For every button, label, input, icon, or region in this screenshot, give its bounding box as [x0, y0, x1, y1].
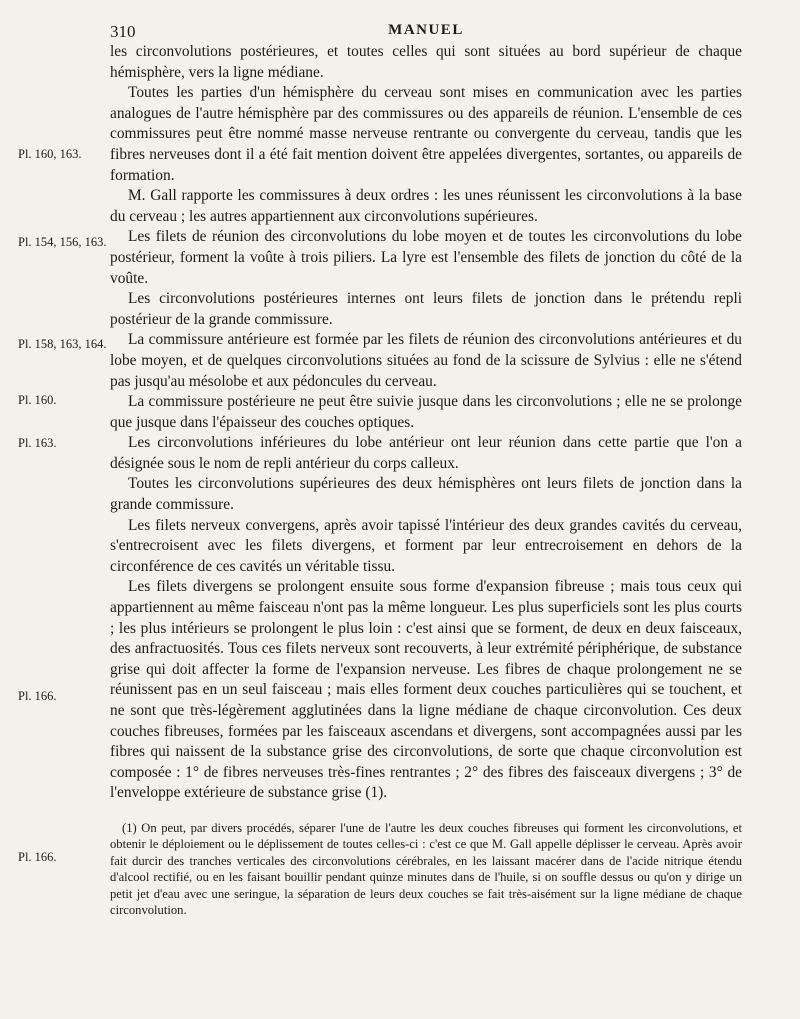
margin-note: Pl. 160. — [18, 393, 57, 407]
paragraph: Les filets nerveux convergens, après avoir tapissé l'intérieur des deux grandes cavités du cerveau, s'entrecroisent avec les filets divergens, et forment par leur entrecroisement en dehors de la circonférence de ces cavités un véritable tissu. — [110, 516, 742, 575]
paragraph: M. Gall rapporte les commissures à deux ordres : les unes réunissent les circonvolutions à la base du cerveau ; les autres appartiennent aux circonvolutions supérieures. — [110, 187, 742, 225]
margin-note: Pl. 163. — [18, 436, 57, 450]
running-title: MANUEL — [388, 22, 464, 38]
paragraph: les circonvolutions postérieures, et toutes celles qui sont situées au bord supérieur de chaque hémisphère, vers la ligne médiane. — [110, 43, 742, 81]
paragraph: La commissure postérieure ne peut être suivie jusque dans les circonvolutions ; elle ne se prolonge que jusque dans l'épaisseur des couches optiques. — [110, 393, 742, 431]
paragraph: Toutes les parties d'un hémisphère du cerveau sont mises en communication avec les parties analogues de l'autre hémisphère par des commissures ou des appareils de réunion. L'ensemble de ces commissures peut être nommé masse nerveuse rentrante ou convergente du cerveau, tandis que les fibres nerveuses dont il a été fait mention doivent être appelées divergentes, sortantes, ou appareils de formation. — [110, 84, 742, 184]
paragraph: Les filets de réunion des circonvolutions du lobe moyen et de toutes les circonvolutions du lobe postérieur, forment la voûte à trois piliers. La lyre est l'ensemble des filets de jonction du côté de la voûte. — [110, 228, 742, 287]
margin-note: Pl. 160, 163. — [18, 147, 82, 161]
paragraph: Les circonvolutions postérieures internes ont leurs filets de jonction dans le prétendu repli postérieur de la grande commissure. — [110, 290, 742, 328]
paragraph: Les filets divergens se prolongent ensuite sous forme d'expansion fibreuse ; mais tous ceux qui appartiennent au même faisceau n'ont pas la même longueur. Les plus superficiels sont les plus courts ; les plus intérieurs se prolongent le plus loin : c'est ainsi que se forment, de deux en deux faisceaux, des anfractuosités. Tous ces filets nerveux sont recouverts, à leur extrémité périphérique, de substance grise qui doit affecter la forme de l'expansion nerveuse. Les fibres de chaque prolongement ne se réunissent pas en un seul faisceau ; mais elles forment deux couches particulières qui se touchent, et ne sont que très-légèrement agglutinées dans la ligne médiane de chaque circonvolution. Ces deux couches fibreuses, formées par les faisceaux ascendans et divergens, sont accompagnées aussi par les fibres qui naissent de la substance grise des circonvolutions, de sorte que chaque circonvolution est composée : 1° de fibres nerveuses très-fines rentrantes ; 2° des fibres des faisceaux divergens ; 3° de l'enveloppe extérieure de substance grise (1). — [110, 578, 742, 802]
paragraph: Les circonvolutions inférieures du lobe antérieur ont leur réunion dans cette partie que l'on a désignée sous le nom de repli antérieur du corps calleux. — [110, 434, 742, 472]
page-header — [110, 22, 742, 44]
margin-note: Pl. 166. — [18, 850, 57, 864]
page-number: 310 — [110, 22, 136, 41]
body-text — [110, 42, 742, 804]
margin-note: Pl. 154, 156, 163. — [18, 235, 107, 249]
margin-note: Pl. 158, 163, 164. — [18, 337, 107, 351]
footnote-text: (1) On peut, par divers procédés, séparer l'une de l'autre les deux couches fibreuses qui forment les circonvolutions, et obtenir le déploiement ou le déplissement de toutes celles-ci : c'est ce que M. Gall appelle déplisser le cerveau. Après avoir fait durcir des tranches verticales des circonvolutions cérébrales, en les laissant macérer dans de l'acide nitrique étendu d'alcool rectifié, ou en les faisant bouillir pendant quinze minutes dans de l'huile, si on souffle dessus ou qu'on y dirige un petit jet d'eau avec une seringue, la séparation de leurs deux couches se fait très-aisément sur la ligne médiane de chaque circonvolution. — [110, 821, 742, 918]
paragraph: La commissure antérieure est formée par les filets de réunion des circonvolutions antérieures et du lobe moyen, et de quelques circonvolutions situées au fond de la scissure de Sylvius : elle ne s'étend pas jusqu'au mésolobe et aux pédoncules du cerveau. — [110, 331, 742, 390]
margin-note: Pl. 166. — [18, 689, 57, 703]
footnote — [110, 820, 742, 918]
paragraph: Toutes les circonvolutions supérieures des deux hémisphères ont leurs filets de jonction dans la grande commissure. — [110, 475, 742, 514]
